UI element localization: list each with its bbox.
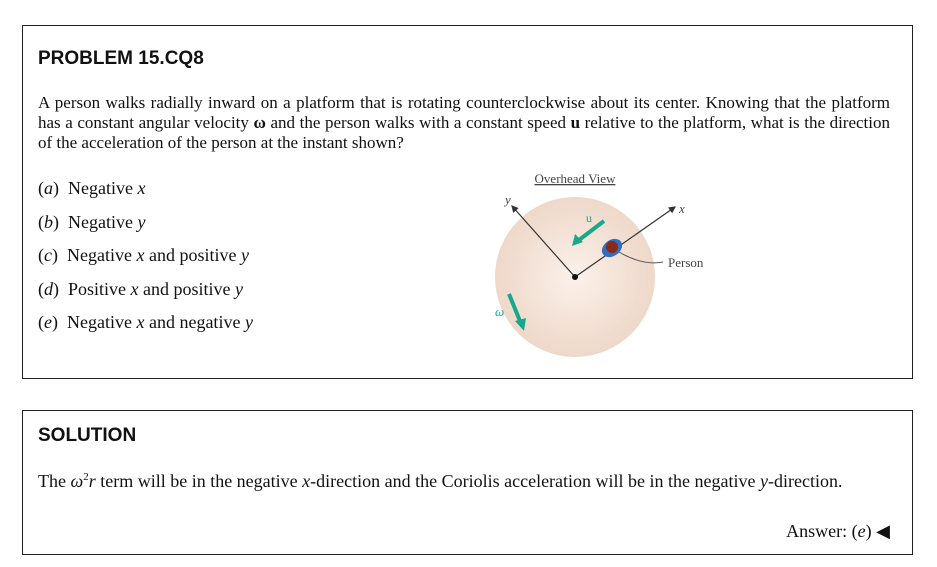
problem-text: A person walks radially inward on a platform that is rotating counterclockwise about its center. Knowing that the platform has a constant angular velocity ω and the person walks with a constant speed u relative to the platform, what is the direction of the acceleration of the person at the instant shown? bbox=[38, 93, 890, 152]
solution-text: The $\omega^2r$ term will be in the negative x-direction and the Coriolis acceleration will be in the negative y-direction. bbox=[38, 471, 843, 491]
solution-box bbox=[22, 410, 913, 555]
overhead-view-figure bbox=[23, 26, 912, 378]
y-label: y bbox=[505, 192, 511, 207]
option-e: (e) Negative x and negative y bbox=[38, 312, 253, 332]
option-a: (a) Negative x bbox=[38, 178, 146, 198]
x-label: x bbox=[679, 201, 685, 216]
option-b: (b) Negative y bbox=[38, 211, 146, 232]
solution-title: SOLUTION bbox=[38, 425, 137, 446]
option-c: (c) Negative x and positive y bbox=[38, 245, 249, 265]
option-d: (d) Positive x and positive y bbox=[38, 278, 244, 299]
figure-title: Overhead View bbox=[534, 171, 616, 186]
answer-marker-icon: ◀ bbox=[876, 521, 890, 541]
problem-box bbox=[22, 25, 913, 379]
problem-title: PROBLEM 15.CQ8 bbox=[38, 48, 204, 69]
omega-label: ω bbox=[495, 304, 505, 319]
center-point bbox=[572, 274, 578, 280]
answer: Answer: (e) ◀ bbox=[786, 521, 890, 541]
person-label: Person bbox=[668, 255, 704, 270]
u-label: u bbox=[586, 211, 592, 225]
